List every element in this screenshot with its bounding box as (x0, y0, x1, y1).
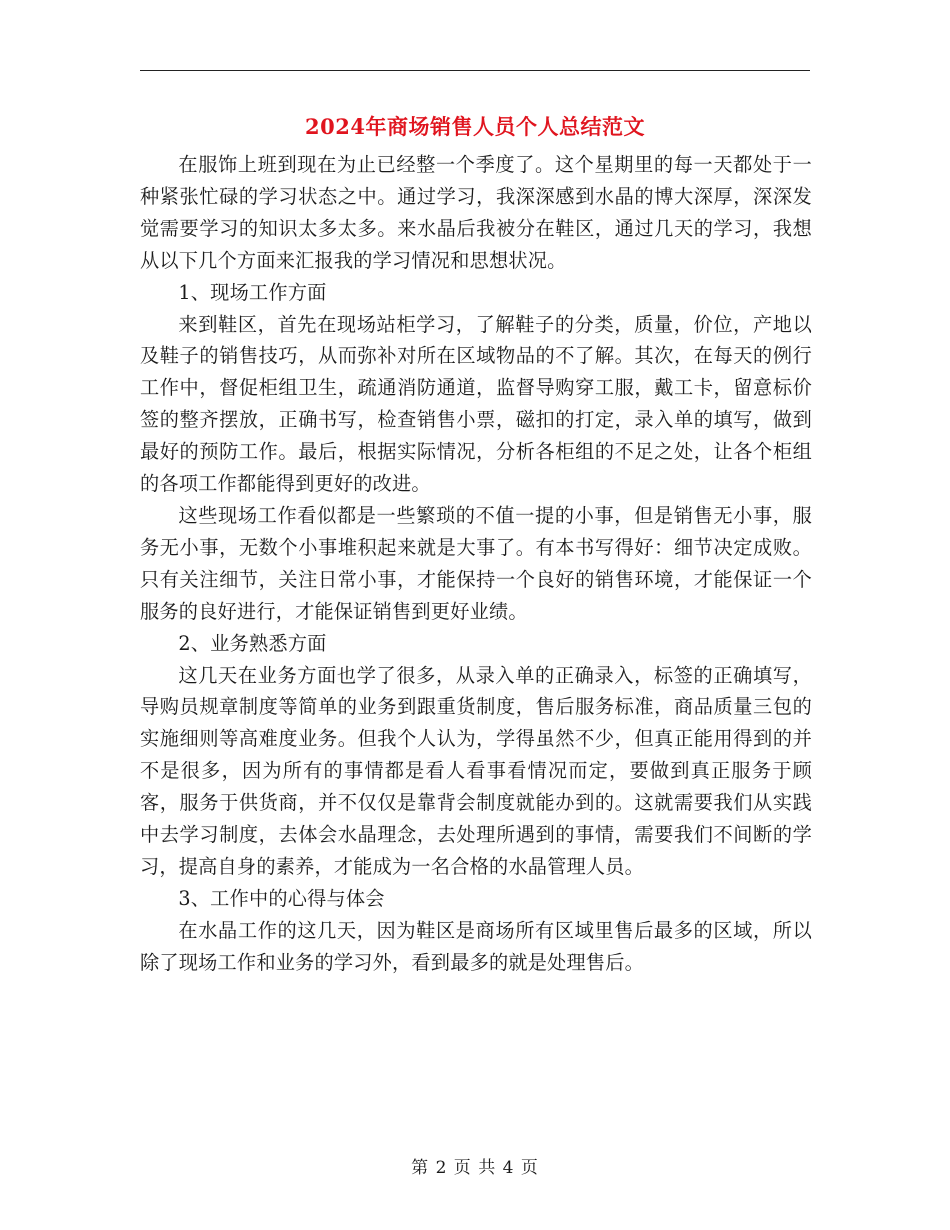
paragraph-business: 这几天在业务方面也学了很多，从录入单的正确录入，标签的正确填写，导购员规章制度等简单的业务到跟重货制度，售后服务标准，商品质量三包的实施细则等高难度业务。但我个人认为，学得虽然不少，但真正能用得到的并不是很多，因为所有的事情都是看人看事看情况而定，要做到真正服务于顾客，服务于供货商，并不仅仅是靠背会制度就能办到的。这就需要我们从实践中去学习制度，去体会水晶理念，去处理所遇到的事情，需要我们不间断的学习，提高自身的素养，才能成为一名合格的水晶管理人员。 (140, 663, 812, 878)
page-number-footer: 第 2 页 共 4 页 (411, 1158, 539, 1178)
header-rule (140, 70, 810, 71)
document-body (140, 149, 812, 979)
section-heading-3: 3、工作中的心得与体会 (178, 886, 385, 910)
document-title: 2024年商场销售人员个人总结范文 (305, 114, 645, 139)
paragraph-intro: 在服饰上班到现在为止已经整一个季度了。这个星期里的每一天都处于一种紧张忙碌的学习状态之中。通过学习，我深深感到水晶的博大深厚，深深发觉需要学习的知识太多太多。来水晶后我被分在鞋区，通过几天的学习，我想从以下几个方面来汇报我的学习情况和思想状况。 (140, 153, 812, 272)
paragraph-experience: 在水晶工作的这几天，因为鞋区是商场所有区域里售后最多的区域，所以除了现场工作和业务的学习外，看到最多的就是处理售后。 (140, 918, 812, 974)
paragraph-details: 这些现场工作看似都是一些繁琐的不值一提的小事，但是销售无小事，服务无小事，无数个小事堆积起来就是大事了。有本书写得好：细节决定成败。只有关注细节，关注日常小事，才能保持一个良好的销售环境，才能保证一个服务的良好进行，才能保证销售到更好业绩。 (140, 503, 812, 623)
paragraph-onsite-work: 来到鞋区，首先在现场站柜学习，了解鞋子的分类，质量，价位，产地以及鞋子的销售技巧，从而弥补对所在区域物品的不了解。其次，在每天的例行工作中，督促柜组卫生，疏通消防通道，监督导购穿工服，戴工卡，留意标价签的整齐摆放，正确书写，检查销售小票，磁扣的打定，录入单的填写，做到最好的预防工作。最后，根据实际情况，分析各柜组的不足之处，让各个柜组的各项工作都能得到更好的改进。 (140, 312, 812, 496)
section-heading-2: 2、业务熟悉方面 (178, 631, 327, 655)
section-heading-1: 1、现场工作方面 (178, 280, 327, 304)
